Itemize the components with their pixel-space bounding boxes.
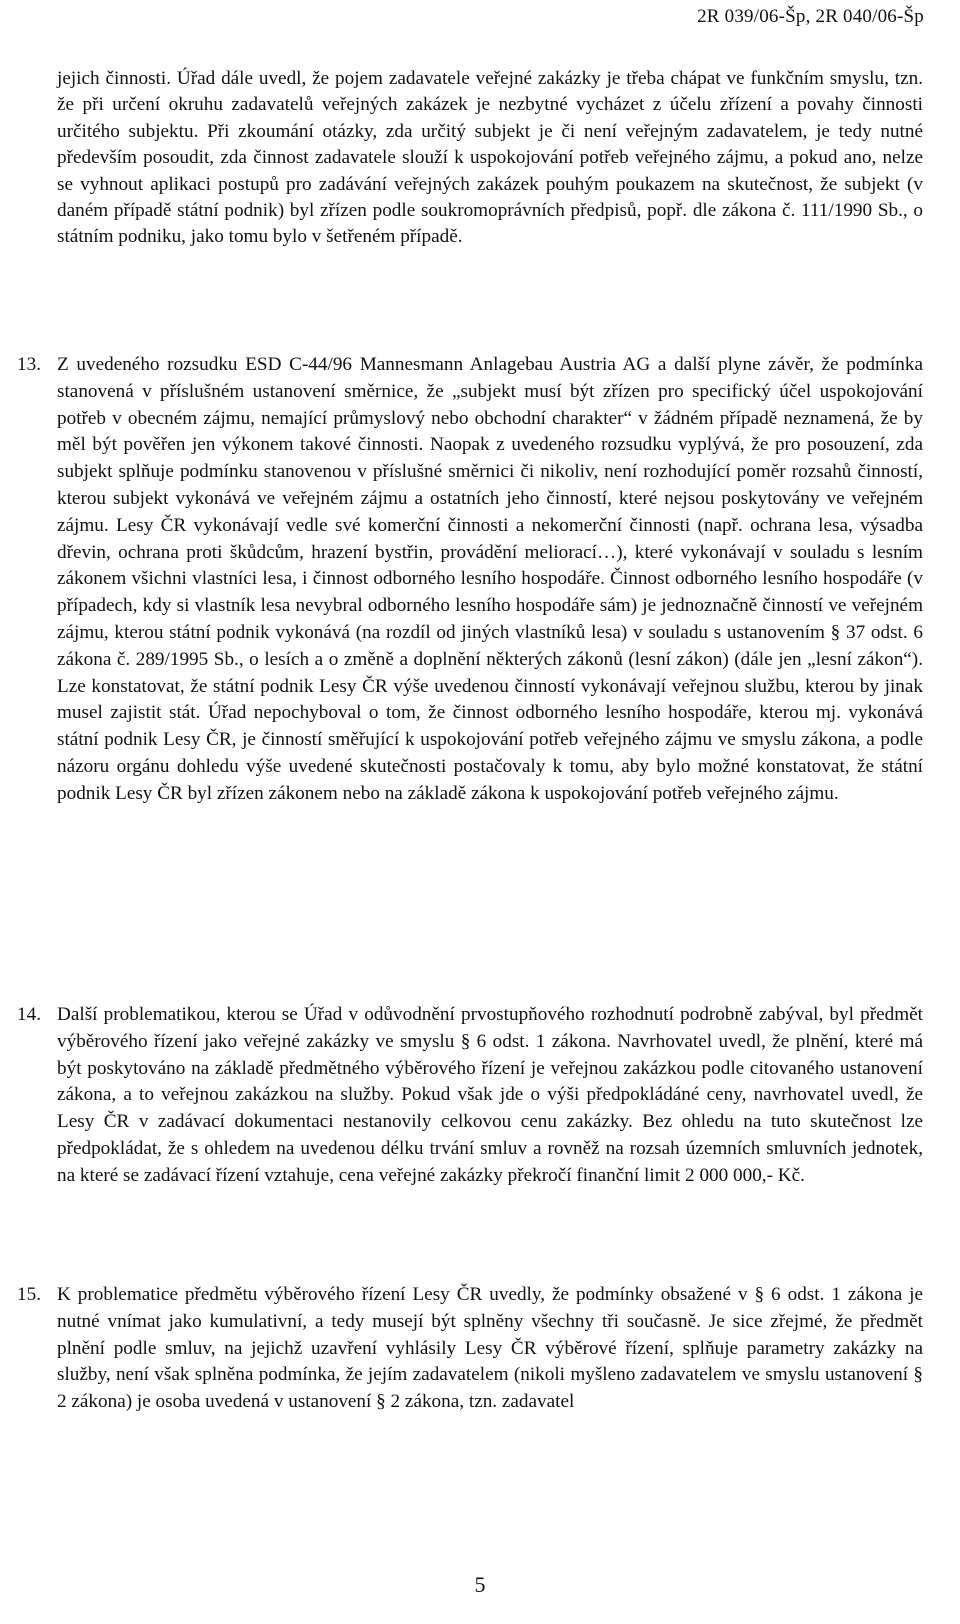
- document-reference: 2R 039/06-Šp, 2R 040/06-Šp: [697, 6, 924, 27]
- paragraph-number: 13.: [17, 354, 41, 375]
- intro-paragraph: jejich činnosti. Úřad dále uvedl, že pojem zadavatele veřejné zakázky je třeba chápat ve funkčním smyslu, tzn. že při určení okruhu zadavatelů veřejných zakázek je nezbytné vycházet z účelu zřízení a povahy činnosti určitého subjektu. Při zkoumání otázky, zda určitý subjekt je či není veřejným zadavatelem, je tedy nutné především posoudit, zda činnost zadavatele slouží k uspokojování potřeb veřejného zájmu, a pokud ano, nelze se vyhnout aplikaci postupů pro zadávání veřejných zakázek pouhým poukazem na skutečnost, že subjekt (v daném případě státní podnik) byl zřízen podle soukromoprávních předpisů, popř. dle zákona č. 111/1990 Sb., o státním podniku, jako tomu bylo v šetřeném případě.: [57, 68, 923, 248]
- paragraph-text: Další problematikou, kterou se Úřad v odůvodnění prvostupňového rozhodnutí podrobně zabýval, byl předmět výběrového řízení jako veřejné zakázky ve smyslu § 6 odst. 1 zákona. Navrhovatel uvedl, že plnění, které má být poskytováno na základě předmětného výběrového řízení je veřejnou zakázkou podle citovaného ustanovení zákona, a to veřejnou zakázkou na služby. Pokud však jde o výši předpokládáné ceny, navrhovatel uvedl, že Lesy ČR v zadávací dokumentaci nestanovily celkovou cenu zakázky. Bez ohledu na tuto skutečnost lze předpokládat, že s ohledem na uvedenou délku trvání smluv a rovněž na rozsah územních smluvních jednotek, na které se zadávací řízení vztahuje, cena veřejné zakázky překročí finanční limit 2 000 000,- Kč.: [57, 1004, 923, 1186]
- paragraph-number: 14.: [17, 1004, 41, 1025]
- paragraph-number: 15.: [17, 1284, 41, 1305]
- page-number: 5: [474, 1572, 486, 1597]
- numbered-paragraph-14: [17, 1002, 923, 1190]
- paragraph-text: Z uvedeného rozsudku ESD C-44/96 Mannesmann Anlagebau Austria AG a další plyne závěr, že podmínka stanovená v příslušném ustanovení směrnice, že „subjekt musí být zřízen pro specifický účel uspokojování potřeb v obecném zájmu, nemající průmyslový nebo obchodní charakter“ v žádném případě neznamená, že by měl být pověřen jen výkonem takové činnosti. Naopak z uvedeného rozsudku vyplývá, že pro posouzení, zda subjekt splňuje podmínku stanovenou v příslušné směrnici či nikoliv, není rozhodující poměr rozsahů činností, kterou subjekt vykonává ve veřejném zájmu a ostatních jeho činností, které nejsou poskytovány ve veřejném zájmu. Lesy ČR vykonávají vedle své komerční činnosti a nekomerční činnosti (např. ochrana lesa, výsadba dřevin, ochrana proti škůdcům, hrazení bystřin, provádění meliorací…), které vykonávají v souladu s lesním zákonem všichni vlastníci lesa, i činnost odborného lesního hospodáře. Činnost odborného lesního hospodáře (v případech, kdy si vlastník lesa nevybral odborného lesního hospodáře sám) je jednoznačně činností ve veřejném zájmu, kterou státní podnik vykonává (na rozdíl od jiných vlastníků lesa) v souladu s ustanovením § 37 odst. 6 zákona č. 289/1995 Sb., o lesích a o změně a doplnění některých zákonů (lesní zákon) (dále jen „lesní zákon“). Lze konstatovat, že státní podnik Lesy ČR výše uvedenou činností vykonávají veřejnou službu, kterou by jinak musel zajistit stát. Úřad nepochyboval o tom, že činnost odborného lesního hospodáře, kterou mj. vykonává státní podnik Lesy ČR, je činností směřující k uspokojování potřeb veřejného zájmu ve smyslu zákona, a podle názoru orgánu dohledu výše uvedené skutečnosti postačovaly k tomu, aby bylo možné konstatovat, že státní podnik Lesy ČR byl zřízen zákonem nebo na základě zákona k uspokojování potřeb veřejného zájmu.: [57, 354, 923, 804]
- numbered-paragraph-15: [17, 1282, 923, 1416]
- numbered-paragraph-13: [17, 352, 923, 808]
- paragraph-text: K problematice předmětu výběrového řízení Lesy ČR uvedly, že podmínky obsažené v § 6 odst. 1 zákona je nutné vnímat jako kumulativní, a tedy musejí být splněny všechny tři současně. Je sice zřejmé, že předmět plnění podle smluv, na jejichž uzavření vyhlásily Lesy ČR výběrové řízení, splňuje parametry zakázky na služby, není však splněna podmínka, že jejím zadavatelem (nikoli myšleno zadavatelem ve smyslu ustanovení § 2 zákona) je osoba uvedená v ustanovení § 2 zákona, tzn. zadavatel: [57, 1284, 923, 1413]
